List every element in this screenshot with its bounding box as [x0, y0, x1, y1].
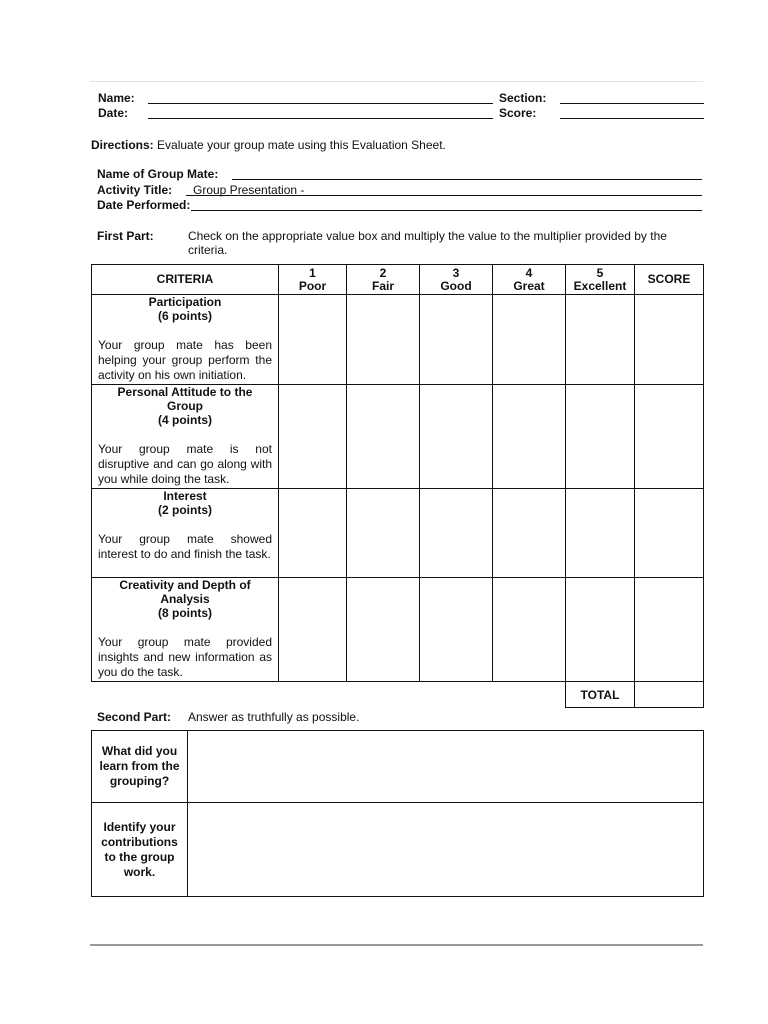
- group-mate-name-field[interactable]: [232, 179, 702, 180]
- criteria-title: Creativity and Depth of: [119, 578, 251, 592]
- criteria-title-line2: Group: [167, 399, 203, 413]
- question-label: What did you learn from the grouping?: [92, 731, 188, 803]
- criteria-cell: [92, 489, 279, 578]
- scale-value: 1: [309, 265, 316, 280]
- scale-header-5: [566, 265, 635, 295]
- total-score-box[interactable]: [635, 682, 704, 708]
- scale-label: Excellent: [573, 278, 627, 293]
- value-box-3[interactable]: [420, 578, 493, 682]
- value-box-3[interactable]: [420, 385, 493, 489]
- activity-title-field[interactable]: [186, 195, 702, 196]
- value-box-4[interactable]: [493, 489, 566, 578]
- value-box-5[interactable]: [566, 489, 635, 578]
- value-box-5[interactable]: [566, 295, 635, 385]
- answer-box[interactable]: [188, 731, 704, 803]
- value-box-1[interactable]: [279, 295, 347, 385]
- value-box-2[interactable]: [347, 295, 420, 385]
- scale-label: Great: [513, 278, 545, 293]
- section-field[interactable]: [560, 103, 704, 104]
- scale-label: Fair: [371, 278, 394, 293]
- criteria-points: (4 points): [158, 413, 212, 427]
- activity-title-value: Group Presentation -: [193, 183, 305, 197]
- scale-value: 2: [379, 265, 387, 280]
- value-box-5[interactable]: [566, 385, 635, 489]
- criteria-title: Personal Attitude to the: [117, 385, 253, 399]
- scale-header-4: [493, 265, 566, 295]
- value-box-2[interactable]: [347, 578, 420, 682]
- value-box-2[interactable]: [347, 489, 420, 578]
- question-label: Identify your contributions to the group work.: [92, 803, 188, 897]
- bottom-divider: [90, 944, 703, 946]
- value-box-4[interactable]: [493, 578, 566, 682]
- scale-header-2: [347, 265, 420, 295]
- date-label: Date:: [98, 106, 129, 120]
- value-box-4[interactable]: [493, 295, 566, 385]
- value-box-5[interactable]: [566, 578, 635, 682]
- name-field[interactable]: [148, 103, 493, 104]
- section-label: Section:: [499, 91, 547, 105]
- value-box-1[interactable]: [279, 578, 347, 682]
- criteria-description: Your group mate is not disruptive and can go along with you while doing the task.: [98, 442, 272, 486]
- directions-text: Evaluate your group mate using this Evaluation Sheet.: [157, 138, 446, 152]
- criteria-cell: [92, 578, 279, 682]
- value-box-1[interactable]: [279, 385, 347, 489]
- criteria-description: Your group mate provided insights and new information as you do the task.: [98, 635, 272, 679]
- group-mate-name-label: Name of Group Mate:: [97, 167, 219, 181]
- scale-value: 4: [525, 265, 533, 280]
- criteria-cell: [92, 385, 279, 489]
- value-box-4[interactable]: [493, 385, 566, 489]
- top-divider: [90, 81, 703, 82]
- criteria-title: Interest: [163, 489, 207, 503]
- scale-label: Good: [440, 278, 472, 293]
- criteria-points: (6 points): [158, 309, 212, 323]
- question-row: [92, 731, 704, 803]
- second-part-text: Answer as truthfully as possible.: [188, 710, 360, 724]
- rubric-table: [91, 264, 704, 708]
- questions-table: [91, 730, 704, 897]
- name-label: Name:: [98, 91, 135, 105]
- total-row: [92, 682, 704, 708]
- criteria-cell: [92, 295, 279, 385]
- total-label: TOTAL: [566, 682, 635, 708]
- activity-title-label: Activity Title:: [97, 183, 173, 197]
- scale-value: 5: [596, 265, 604, 280]
- rubric-header-row: [92, 265, 704, 295]
- score-header: SCORE: [635, 265, 704, 295]
- criteria-row-participation: [92, 295, 704, 385]
- score-box[interactable]: [635, 385, 704, 489]
- directions: [91, 138, 446, 152]
- value-box-3[interactable]: [420, 295, 493, 385]
- criteria-points: (8 points): [158, 606, 212, 620]
- first-part-text-line2: criteria.: [188, 243, 228, 257]
- value-box-2[interactable]: [347, 385, 420, 489]
- criteria-description: Your group mate showed interest to do and finish the task.: [98, 532, 272, 561]
- criteria-row-creativity: [92, 578, 704, 682]
- criteria-row-interest: [92, 489, 704, 578]
- scale-header-3: [420, 265, 493, 295]
- criteria-title-line2: Analysis: [160, 592, 210, 606]
- criteria-row-personal-attitude: [92, 385, 704, 489]
- second-part-label: Second Part:: [97, 710, 172, 724]
- scale-value: 3: [452, 265, 460, 280]
- directions-label: Directions:: [91, 138, 154, 152]
- question-row: [92, 803, 704, 897]
- value-box-3[interactable]: [420, 489, 493, 578]
- score-box[interactable]: [635, 295, 704, 385]
- criteria-header: CRITERIA: [92, 265, 279, 295]
- score-box[interactable]: [635, 578, 704, 682]
- scale-label: Poor: [298, 278, 327, 293]
- scale-header-1: [279, 265, 347, 295]
- date-performed-label: Date Performed:: [97, 198, 191, 212]
- date-field[interactable]: [148, 118, 493, 119]
- value-box-1[interactable]: [279, 489, 347, 578]
- score-label: Score:: [499, 106, 537, 120]
- score-field[interactable]: [560, 118, 704, 119]
- date-performed-field[interactable]: [191, 210, 702, 211]
- criteria-points: (2 points): [158, 503, 212, 517]
- first-part-text-line1: Check on the appropriate value box and multiply the value to the multiplier provided by the: [188, 229, 667, 243]
- criteria-description: Your group mate has been helping your group perform the activity on his own initiation.: [98, 338, 272, 382]
- first-part-label: First Part:: [97, 229, 154, 243]
- score-box[interactable]: [635, 489, 704, 578]
- answer-box[interactable]: [188, 803, 704, 897]
- criteria-title: Participation: [148, 295, 222, 309]
